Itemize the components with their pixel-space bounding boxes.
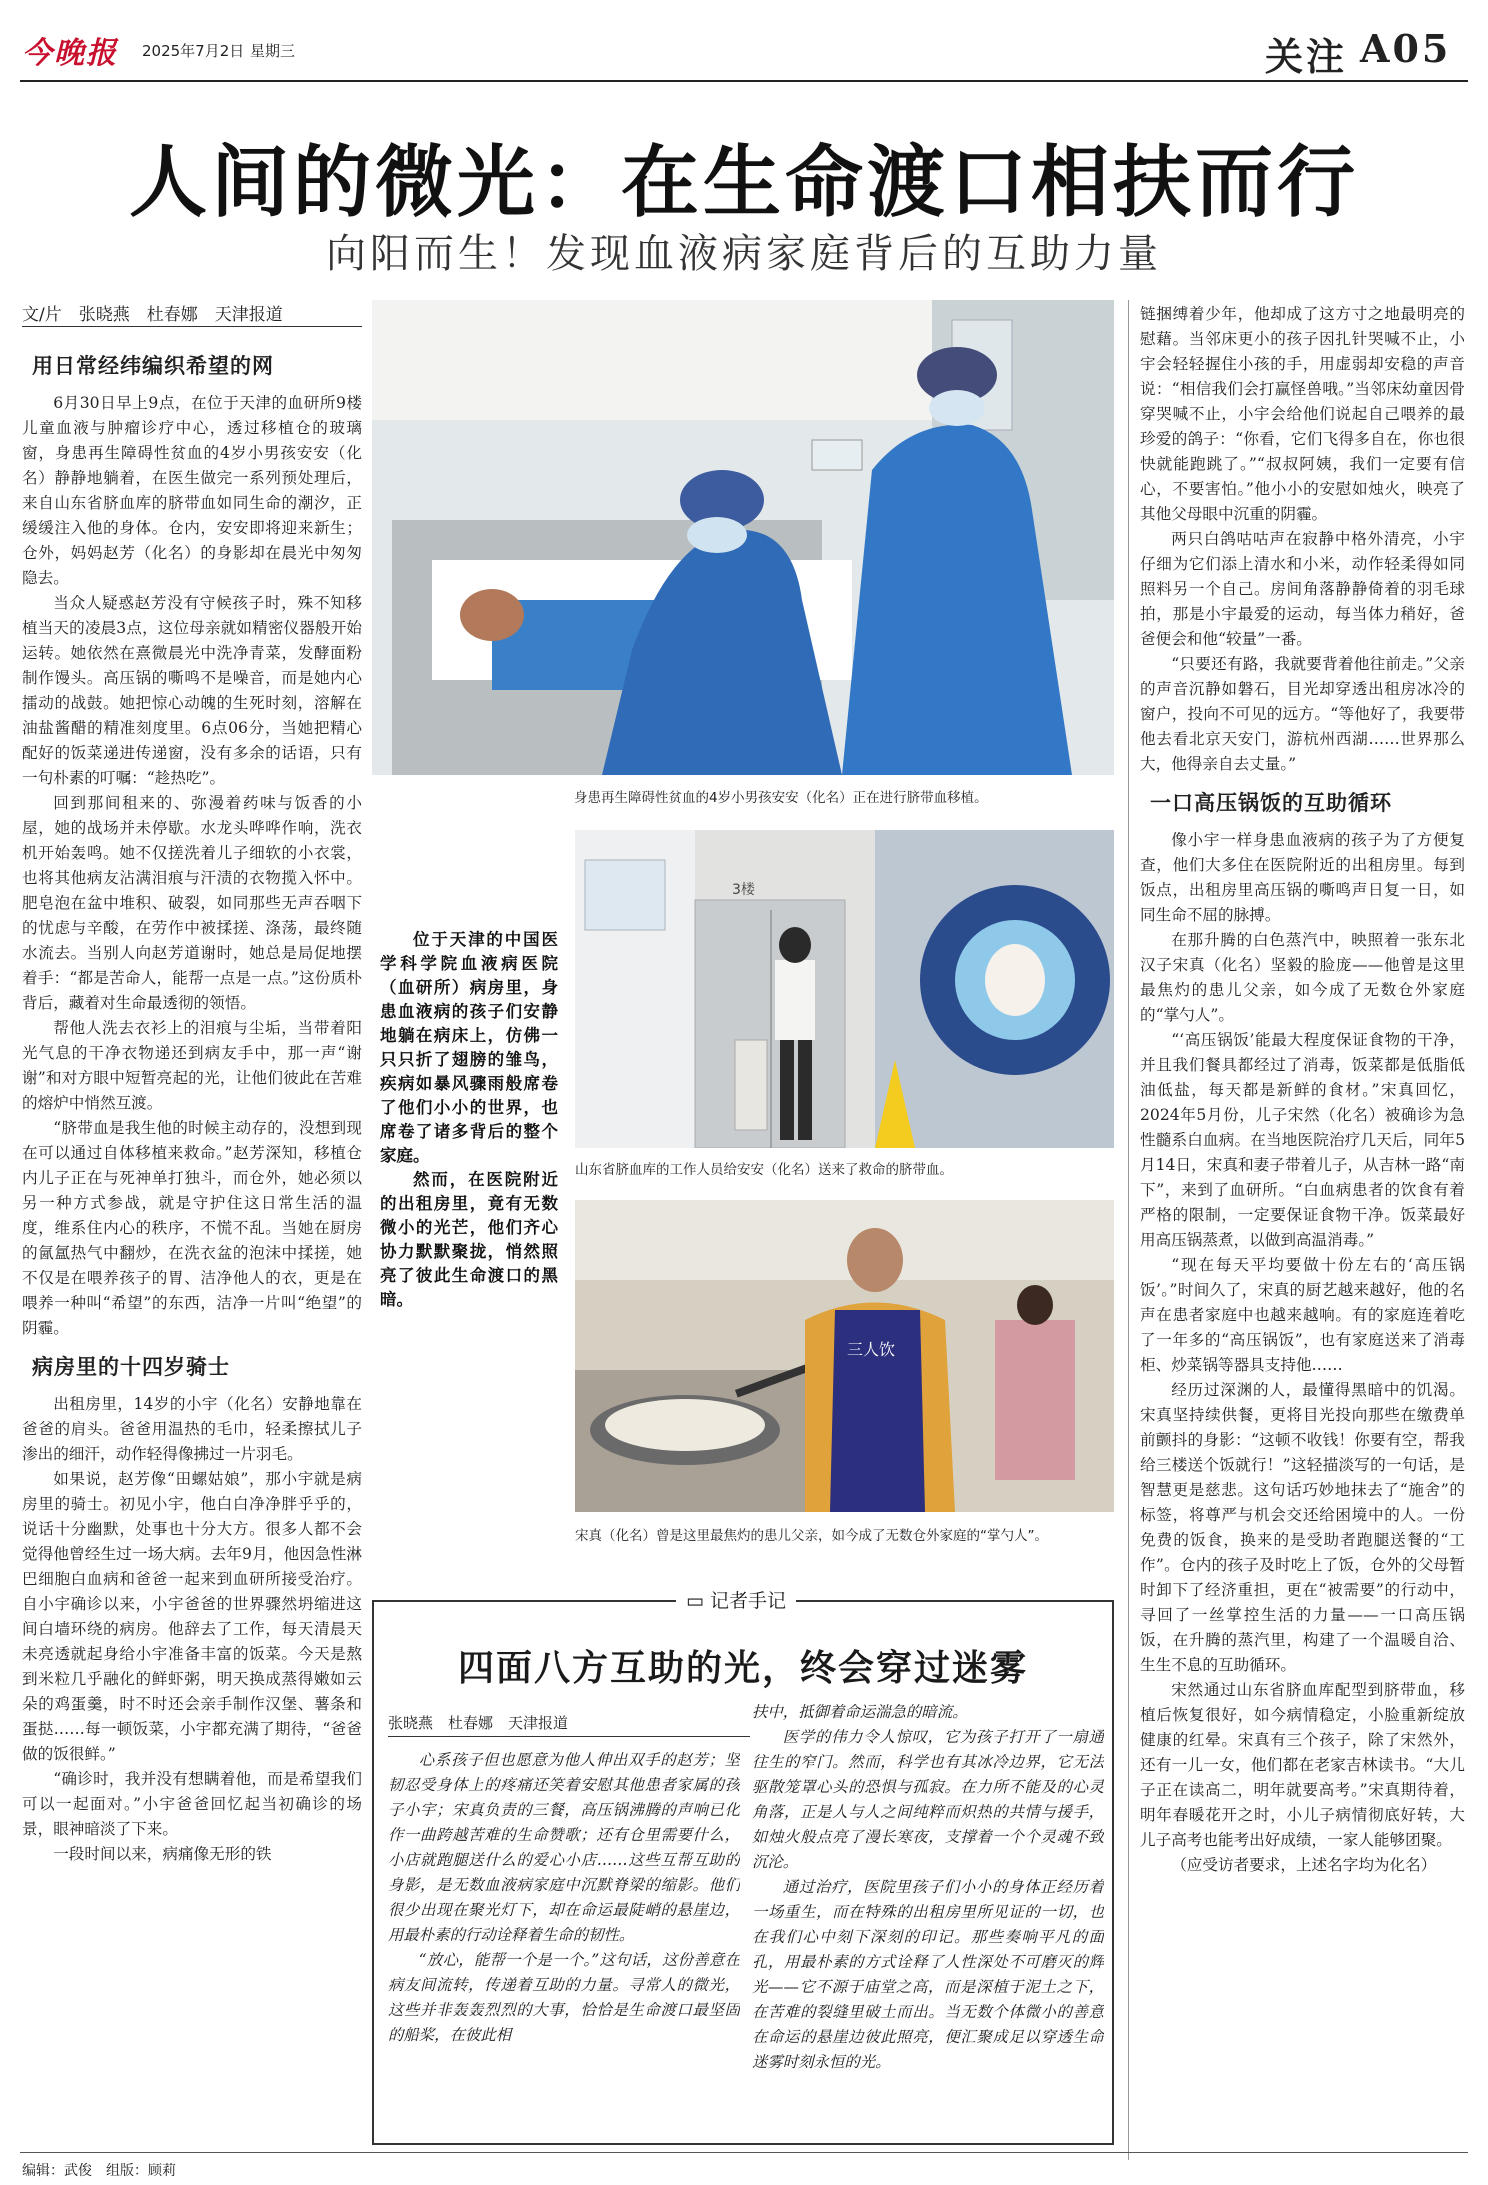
paragraph: 如果说，赵芳像“田螺姑娘”，那小宇就是病房里的骑士。初见小宇，他白白净净胖乎乎的，说话十分幽默，处事也十分大方。很多人都不会觉得他曾经生过一场大病。去年9月，他因急性淋巴细胞白血病和爸爸一起来到血研所接受治疗。自小宇确诊以来，小宇爸爸的世界骤然坍缩进这间白墙环绕的病房。他辞去了工作，每天清晨天未亮透就起身给小宇准备丰富的饭菜。今天是熬到米粒几乎融化的鲜虾粥，明天换成蒸得嫩如云朵的鸡蛋羹，时不时还会亲手制作汉堡、薯条和蛋挞……每一顿饭菜，小宇都充满了期待，“爸爸做的饭很鲜。” [22, 1470, 362, 1763]
paragraph: 宋然通过山东省脐血库配型到脐带血，移植后恢复很好，如今病情稳定，小脸重新绽放健康的红晕。宋真有三个孩子，除了宋然外，还有一儿一女，他们都在老家吉林读书。“大儿子正在读高二，明年就要高考。”宋真期待着，明年春暖花开之时，小儿子病情彻底好转，大儿子高考也能考出好成绩，一家人能够团聚。 [1140, 1681, 1465, 1849]
photo-transplant-illustration [372, 300, 1114, 775]
page-headline: 人间的微光：在生命渡口相扶而行 [128, 137, 1359, 228]
paragraph: “‘高压锅饭’能最大程度保证食物的干净，并且我们餐具都经过了消毒，饭菜都是低脂低油低盐，每天都是新鲜的食材。”宋真回忆，2024年5月份，儿子宋然（化名）被确诊为急性髓系白血病。在当地医院治疗几天后，同年5月14日，宋真和妻子带着儿子，从吉林一路“南下”，来到了血研所。“白血病患者的饮食有着严格的限制，一定要保证食物干净。饭菜最好用高压锅蒸煮，以做到高温消毒。” [1140, 1031, 1465, 1249]
paragraph: 在那升腾的白色蒸汽中，映照着一张东北汉子宋真（化名）坚毅的脸庞——他曾是这里最焦灼的患儿父亲，如今成了无数仓外家庭的“掌勺人”。 [1140, 931, 1465, 1024]
section-name: 关注 [1265, 34, 1348, 79]
paragraph: 出租房里，14岁的小宇（化名）安静地靠在爸爸的肩头。爸爸用温热的毛巾，轻柔擦拭儿子渗出的细汗，动作轻得像拂过一片羽毛。 [22, 1395, 362, 1463]
paragraph: 一段时间以来，病痛像无形的铁 [53, 1845, 272, 1863]
photo-transplant [372, 300, 1114, 775]
section-heading: 一口高压锅饭的互助循环 [1150, 791, 1392, 815]
article-column-4 [1140, 302, 1465, 2172]
notes-icon: ▭ [686, 1590, 704, 1612]
reporter-notes-byline: 张晓燕 杜春娜 天津报道 [388, 1714, 569, 1732]
paragraph: “放心，能帮一个是一个。”这句话，这份善意在病友间流转，传递着互助的力量。寻常人的微光，这些并非轰轰烈烈的大事，恰恰是生命渡口最坚固的船桨，在彼此相 [388, 1951, 740, 2044]
paragraph: 当众人疑惑赵芳没有守候孩子时，殊不知移植当天的凌晨3点，这位母亲就如精密仪器般开始运转。她依然在熹微晨光中洗净青菜，发酵面粉制作馒头。高压锅的嘶鸣不是噪音，而是她内心擂动的战鼓。她把惊心动魄的生死时刻，溶解在油盐酱醋的精准刻度里。6点06分，当她把精心配好的饭菜递进传递窗，没有多余的话语，只有一句朴素的叮嘱：“趁热吃”。 [22, 594, 362, 787]
paragraph: “确诊时，我并没有想瞒着他，而是希望我们可以一起面对。”小宇爸爸回忆起当初确诊的场景，眼神暗淡了下来。 [22, 1770, 362, 1838]
paragraph: “脐带血是我生他的时候主动存的，没想到现在可以通过自体移植来救命。”赵芳深知，移植仓内儿子正在与死神单打独斗，而仓外，她必须以另一种方式参战，就是守护住这日常生活的温度，维系住内心的秩序，不慌不乱。当她在厨房的氤氲热气中翻炒，在洗衣盆的泡沫中揉搓，她不仅是在喂养孩子的胃、洁净他人的衣，更是在喂养一种叫“希望”的东西，洁净一片叫“绝望”的阴霾。 [22, 1119, 362, 1337]
article-note: （应受访者要求，上述名字均为化名） [1171, 1856, 1437, 1874]
paragraph: 回到那间租来的、弥漫着药味与饭香的小屋，她的战场并未停歇。水龙头哗哗作响，洗衣机开始轰鸣。她不仅搓洗着儿子细软的小衣裳，也将其他病友沾满泪痕与汗渍的衣物揽入怀中。肥皂泡在盆中堆积、破裂，如同那些无声吞咽下的忧虑与辛酸，在劳作中被揉搓、涤荡，最终随水流去。当别人向赵芳道谢时，她总是局促地摆着手：“都是苦命人，能帮一点是一点。”这份质朴背后，藏着对生命最透彻的领悟。 [22, 794, 362, 1012]
apron-text: 三人饮 [847, 1340, 896, 1359]
photo-kitchen [575, 1200, 1114, 1512]
article-column-1 [22, 340, 362, 2185]
intro-paragraph: 然而，在医院附近的出租房里，竟有无数微小的光芒，他们齐心协力默默聚拢，悄然照亮了彼此生命渡口的黑暗。 [380, 1170, 558, 1309]
article-intro [380, 928, 558, 1312]
paragraph: 两只白鸽咕咕声在寂静中格外清亮，小宇仔细为它们添上清水和小米，动作轻柔得如同照料另一个自己。房间角落静静倚着的羽毛球拍，那是小宇最爱的运动，每当体力稍好，爸爸便会和他“较量”一番。 [1140, 530, 1465, 648]
paragraph: 心系孩子但也愿意为他人伸出双手的赵芳；坚韧忍受身体上的疼痛还笑着安慰其他患者家属的孩子小宇；宋真负责的三餐，高压锅沸腾的声响已化作一曲跨越苦难的生命赞歌；还有仓里需要什么，小店就跑腿送什么的爱心小店……这些互帮互助的身影，是无数血液病家庭中沉默脊梁的缩影。他们很少出现在聚光灯下，却在命运最陡峭的悬崖边，用最朴素的行动诠释着生命的韧性。 [388, 1751, 740, 1944]
intro-paragraph: 位于天津的中国医学科学院血液病医院（血研所）病房里，身患血液病的孩子们安静地躺在病床上，仿佛一只只折了翅膀的雏鸟，疾病如暴风骤雨般席卷了他们小小的世界，也席卷了诸多背后的整个家庭。 [380, 930, 558, 1165]
article-byline: 文/片 张晓燕 杜春娜 天津报道 [22, 305, 283, 325]
floor-sign: 3楼 [732, 882, 755, 898]
page-subheadline: 向阳而生！发现血液病家庭背后的互助力量 [326, 231, 1162, 277]
footer-rule [20, 2152, 1468, 2153]
paragraph: 6月30日早上9点，在位于天津的血研所9楼儿童血液与肿瘤诊疗中心，透过移植仓的玻璃窗，身患再生障碍性贫血的4岁小男孩安安（化名）静静地躺着，在医生做完一系列预处理后，来自山东省脐血库的脐带血如同生命的潮汐，正缓缓注入他的身体。仓内，安安即将迎来新生；仓外，妈妈赵芳（化名）的身影却在晨光中匆匆隐去。 [22, 394, 362, 587]
paragraph: “现在每天平均要做十份左右的‘高压锅饭’。”时间久了，宋真的厨艺越来越好，他的名声在患者家庭中也越来越响。有的家庭连着吃了一年多的“高压锅饭”，也有家庭送来了消毒柜、炒菜锅等器具支持他…… [1140, 1256, 1465, 1374]
section-heading: 病房里的十四岁骑士 [32, 1355, 230, 1379]
column-divider [1128, 300, 1129, 2160]
paragraph: 扶中，抵御着命运湍急的暗流。 [752, 1703, 968, 1721]
masthead-rule [20, 80, 1468, 82]
reporter-notes-title: 四面八方互助的光，终会穿过迷雾 [457, 1647, 1028, 1689]
reporter-notes-rule [388, 1736, 750, 1737]
photo-kitchen-illustration [575, 1200, 1114, 1512]
photo-transplant-caption: 身患再生障碍性贫血的4岁小男孩安安（化名）正在进行脐带血移植。 [574, 790, 988, 806]
reporter-notes-column-left [388, 1748, 740, 2138]
newspaper-name: 今晚报 [22, 36, 118, 71]
paragraph: 医学的伟力令人惊叹，它为孩子打开了一扇通往生的窄门。然而，科学也有其冰冷边界，它无法驱散笼罩心头的恐惧与孤寂。在力所不能及的心灵角落，正是人与人之间纯粹而炽热的共情与援手，如烛火般点亮了漫长寒夜，支撑着一个个灵魂不致沉沦。 [752, 1728, 1104, 1871]
issue-weekday: 星期三 [250, 42, 296, 60]
paragraph: 经历过深渊的人，最懂得黑暗中的饥渴。宋真坚持续供餐，更将目光投向那些在缴费单前颤抖的身影：“这顿不收钱！你要有空，帮我给三楼送个饭就行！”这轻描淡写的一句话，是智慧更是慈悲。这句话巧妙地抹去了“施舍”的标签，将尊严与机会交还给困境中的人。一份免费的饭食，换来的是受助者跑腿送餐的“工作”。仓内的孩子及时吃上了饭，仓外的父母暂时卸下了经济重担，更在“被需要”的行动中，寻回了一丝掌控生活的力量——一口高压锅饭，在升腾的蒸汽里，构建了一个温暖自洽、生生不息的互助循环。 [1140, 1381, 1465, 1674]
photo-cord-blood-caption: 山东省脐血库的工作人员给安安（化名）送来了救命的脐带血。 [575, 1162, 953, 1178]
paragraph: 通过治疗，医院里孩子们小小的身体正经历着一场重生，而在特殊的出租房里所见证的一切，也在我们心中刻下深刻的印记。那些奏响平凡的面孔，用最朴素的方式诠释了人性深处不可磨灭的辉光——它不源于庙堂之高，而是深植于泥土之下，在苦难的裂缝里破土而出。当无数个体微小的善意在命运的悬崖边彼此照亮，便汇聚成足以穿透生命迷雾时刻永恒的光。 [752, 1878, 1104, 2071]
photo-kitchen-caption: 宋真（化名）曾是这里最焦灼的患儿父亲，如今成了无数仓外家庭的“掌勺人”。 [575, 1528, 1048, 1544]
page-number: A05 [1360, 26, 1452, 71]
paragraph: 像小宇一样身患血液病的孩子为了方便复查，他们大多住在医院附近的出租房里。每到饭点，出租房里高压锅的嘶鸣声日复一日，如同生命不屈的脉搏。 [1140, 831, 1465, 924]
paragraph: 帮他人洗去衣衫上的泪痕与尘垢，当带着阳光气息的干净衣物递还到病友手中，那一声“谢谢”和对方眼中短暂亮起的光，让他们彼此在苦难的熔炉中悄然互渡。 [22, 1019, 362, 1112]
reporter-notes-tag-label: 记者手记 [710, 1590, 787, 1612]
photo-cord-blood-delivery [575, 830, 1114, 1148]
reporter-notes-tag [676, 1586, 796, 1613]
section-heading: 用日常经纬编织希望的网 [32, 354, 274, 378]
photo-corridor-illustration [575, 830, 1114, 1148]
issue-date: 2025年7月2日 [142, 42, 245, 60]
byline-rule [22, 326, 362, 327]
page-footer-editor: 编辑：武俊 组版：顾莉 [22, 2163, 176, 2179]
paragraph: “只要还有路，我就要背着他往前走。”父亲的声音沉静如磐石，目光却穿透出租房冰冷的窗户，投向不可见的远方。“等他好了，我要带他去看北京天安门，游杭州西湖……世界那么大，他得亲自去丈量。” [1140, 655, 1465, 773]
reporter-notes-column-right [752, 1700, 1104, 2138]
paragraph: 链捆缚着少年，他却成了这方寸之地最明亮的慰藉。当邻床更小的孩子因扎针哭喊不止，小宇会轻轻握住小孩的手，用虚弱却安稳的声音说：“相信我们会打赢怪兽哦。”当邻床幼童因骨穿哭喊不止，小宇会给他们说起自己喂养的最珍爱的鸽子：“你看，它们飞得多自在，你也很快就能跑跳了。”“叔叔阿姨，我们一定要有信心，不要害怕。”他小小的安慰如烛火，映亮了其他父母眼中沉重的阴霾。 [1140, 305, 1465, 523]
